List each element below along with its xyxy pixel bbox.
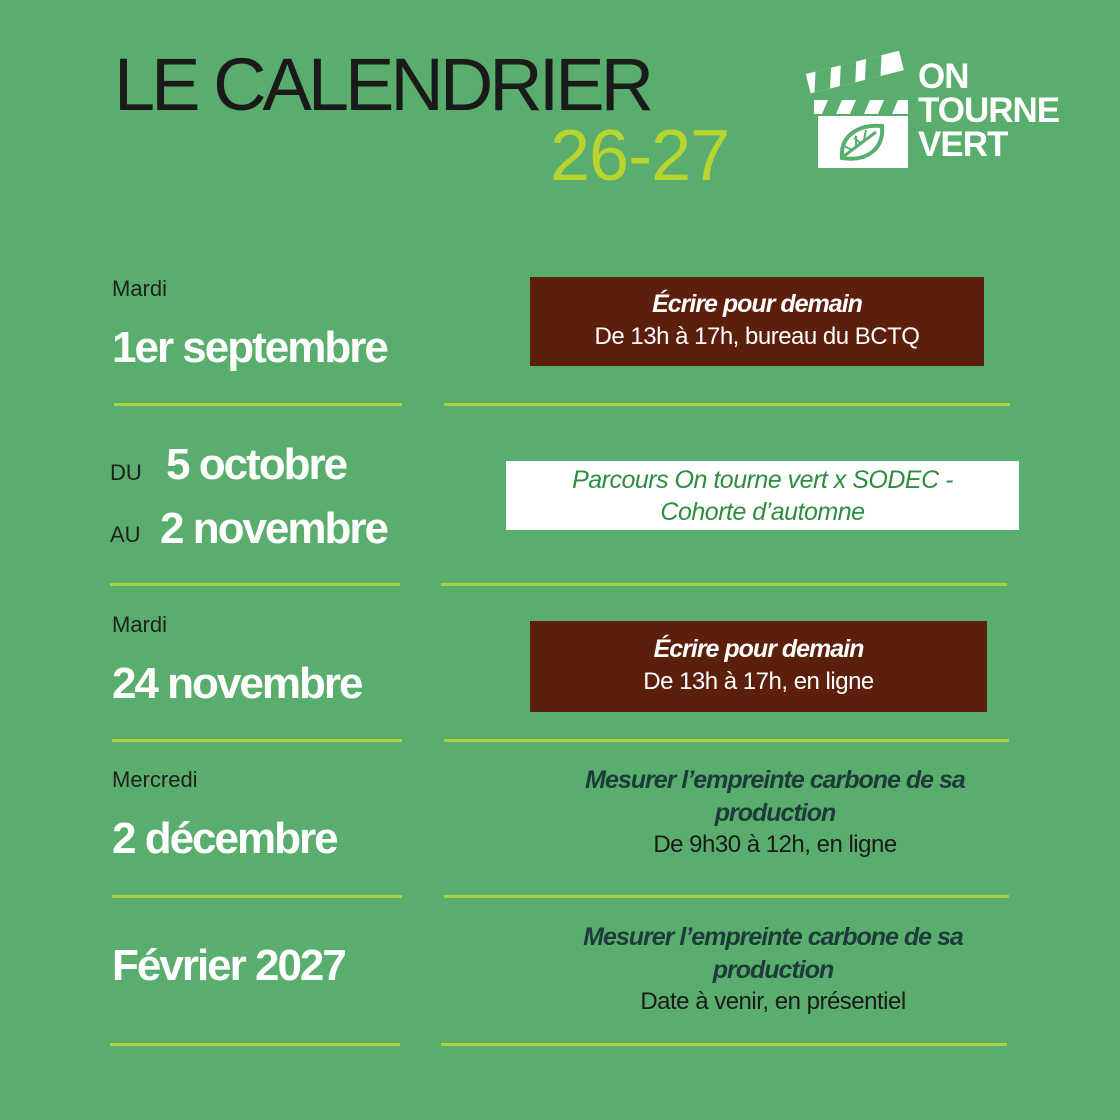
separator: [444, 895, 1009, 898]
event-2-text-line2: Cohorte d’automne: [660, 498, 865, 526]
clapperboard-leaf-icon: [806, 50, 916, 170]
event-4-title-line1: Mesurer l’empreinte carbone de sa: [585, 766, 965, 794]
event-2-box: [506, 461, 1019, 530]
separator: [110, 583, 400, 586]
event-5-title-line2: production: [712, 955, 834, 984]
separator: [441, 1043, 1007, 1046]
event-5-info: [528, 921, 1018, 1017]
event-5-desc: Date à venir, en présentiel: [640, 988, 906, 1015]
brand-logo: [806, 50, 1086, 180]
event-5-title-line1: Mesurer l’empreinte carbone de sa: [583, 923, 963, 951]
event-3-title: Écrire pour demain: [653, 635, 864, 663]
event-3-date: 24 novembre: [112, 659, 362, 708]
event-1-date: 1er septembre: [112, 323, 387, 372]
separator: [444, 739, 1009, 742]
page-title: LE CALENDRIER: [114, 43, 651, 126]
event-4-date: 2 décembre: [112, 814, 337, 863]
logo-wordmark: [918, 57, 1060, 164]
event-4-info: [530, 764, 1020, 860]
event-3-box: [530, 621, 987, 712]
event-4-desc: De 9h30 à 12h, en ligne: [653, 831, 897, 858]
separator: [112, 739, 402, 742]
event-1-box: [530, 277, 984, 366]
event-3-day: Mardi: [112, 612, 168, 637]
event-1-desc: De 13h à 17h, bureau du BCTQ: [594, 322, 920, 350]
event-4-title-line2: production: [714, 798, 836, 827]
event-1-day: Mardi: [112, 276, 168, 301]
separator: [444, 403, 1010, 406]
logo-line-1: ON: [918, 57, 969, 96]
event-2-prefix-to: AU: [110, 522, 141, 547]
event-1-title: Écrire pour demain: [652, 290, 862, 318]
event-5-date: Février 2027: [112, 941, 345, 990]
separator: [114, 403, 402, 406]
event-2-date-from: 5 octobre: [166, 440, 347, 489]
separator: [441, 583, 1007, 586]
event-2-prefix-from: DU: [110, 460, 142, 485]
event-3-desc: De 13h à 17h, en ligne: [643, 667, 874, 695]
event-2-text-line1: Parcours On tourne vert x SODEC -: [572, 466, 953, 494]
event-2-date-to: 2 novembre: [160, 504, 387, 553]
separator: [112, 895, 402, 898]
page-year: 26-27: [550, 116, 730, 196]
separator: [110, 1043, 400, 1046]
logo-line-2: TOURNE: [918, 91, 1060, 130]
event-4-day: Mercredi: [112, 767, 198, 792]
logo-line-3: VERT: [918, 125, 1008, 164]
